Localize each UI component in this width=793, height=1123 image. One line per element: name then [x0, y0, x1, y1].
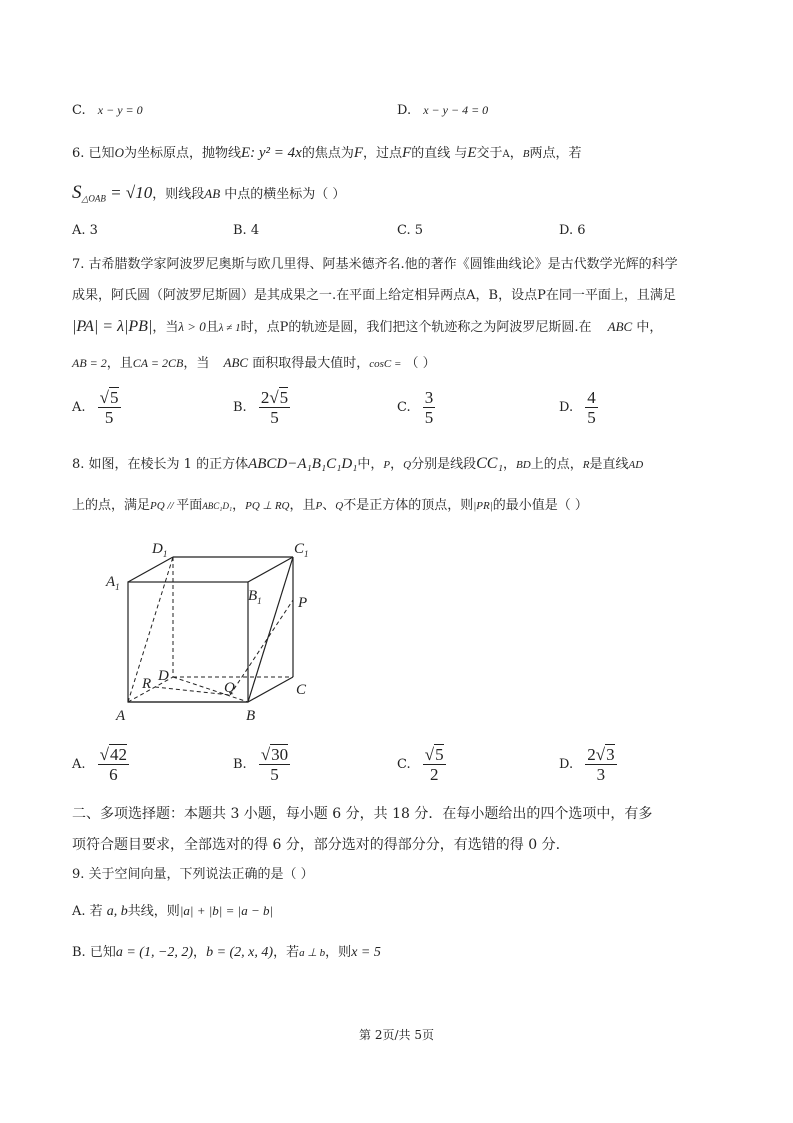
- q7-text: 时，点P的轨迹是圆，我们把这个轨迹称之为阿波罗尼斯圆.在: [240, 320, 592, 335]
- cube-diagram: [100, 540, 330, 730]
- section2-heading-line1: 二、多项选择题：本题共 3 小题，每小题 6 分，共 18 分．在每小题给出的四个选项中，有多: [72, 806, 653, 822]
- q6-math-f: F: [353, 145, 364, 161]
- q9-option-a-expr: |a| + |b| = |a − b|: [179, 903, 274, 918]
- q6-text: 两点，若: [529, 146, 582, 161]
- q8-option-a: [72, 745, 129, 784]
- q8-plane: ABC₁D₁: [202, 501, 233, 511]
- q7-option-d-fraction: [585, 388, 598, 427]
- q8-line-ad: AD: [628, 459, 644, 471]
- q6-text: ，过点: [363, 146, 403, 161]
- q6-option-b: B. 4: [233, 223, 260, 238]
- q8-math-q: Q: [403, 459, 412, 471]
- q8-option-c-den: 2: [429, 765, 439, 784]
- q5-option-d-expr: x − y − 4 = 0: [423, 103, 489, 117]
- q8-option-b-den: 5: [270, 765, 279, 784]
- q6-math-b: B: [522, 148, 530, 160]
- q8-parallel: PQ //: [150, 500, 177, 512]
- label-sub: 1: [304, 549, 309, 559]
- q7-option-d-den: 5: [587, 408, 596, 427]
- q7-ca-eq: CA = 2CB: [132, 356, 184, 370]
- q7-option-a: [72, 388, 121, 427]
- q7-text: ，且: [106, 356, 133, 371]
- q7-line3: [72, 318, 662, 337]
- q6-math-a: A: [502, 149, 510, 160]
- q9-text: ，若: [273, 945, 300, 960]
- q7-option-c-den: 5: [424, 408, 434, 427]
- q8-option-d: [559, 745, 617, 784]
- q8-pr-abs: |PR|: [473, 500, 493, 512]
- q8-option-d-coef: 2: [587, 745, 596, 764]
- q8-text: ，: [390, 457, 404, 472]
- q6-math-e: E: [467, 145, 477, 161]
- q8-option-b-label: B.: [233, 757, 247, 772]
- q7-option-c-num: 3: [424, 388, 434, 407]
- q7-option-b-coef: 2: [260, 388, 270, 407]
- q7-option-b-num: 5: [279, 388, 289, 407]
- q6-option-d: D. 6: [559, 223, 586, 238]
- q7-option-b-fraction: $\frac{2√5}{5}$: [260, 388, 289, 427]
- q5-option-d-label: D.: [397, 103, 412, 118]
- q7-triangle: ABC: [607, 319, 633, 334]
- q6-text: ，则线段: [152, 187, 205, 202]
- q9-stem: 9. 关于空间向量，下列说法正确的是（ ）: [72, 867, 314, 882]
- q5-option-d: [397, 101, 488, 120]
- q7-option-b-label: B.: [233, 400, 247, 415]
- q8-perp: PQ ⊥ RQ: [245, 500, 290, 512]
- q8-text: 的最小值是（ ）: [492, 498, 588, 513]
- q7-option-a-num: 5: [110, 388, 119, 407]
- q6-text: 已知: [88, 146, 115, 161]
- q7-text: ，当: [183, 356, 210, 371]
- q8-text: 中，: [357, 457, 384, 472]
- q9-text: ，: [193, 945, 207, 960]
- q8-option-d-num: 3: [606, 745, 615, 764]
- q9-option-b-label: B. 已知: [72, 945, 116, 960]
- q7-lambda-pos: λ > 0: [178, 319, 206, 334]
- q8-option-d-fraction: $\frac{2√3}{3}$: [587, 745, 615, 784]
- label-c: C: [296, 682, 307, 698]
- q6-text: ，: [509, 146, 523, 161]
- q6-text: 为坐标原点，抛物线: [123, 146, 241, 161]
- q9-option-a-label: A. 若: [72, 904, 103, 919]
- q8-text: ，: [232, 498, 246, 513]
- q7-text: 中，: [636, 320, 663, 335]
- q7-option-d-label: D.: [559, 400, 574, 415]
- q7-text: 且: [205, 320, 219, 335]
- q6-area-sub: △OAB: [81, 193, 106, 204]
- q7-triangle: ABC: [223, 355, 249, 370]
- label-r: R: [142, 676, 152, 692]
- q5-option-c: [72, 101, 143, 120]
- label-a1: A: [106, 574, 116, 590]
- q8-option-d-label: D.: [559, 757, 574, 772]
- q8-cube-name: ABCD−A₁B₁C₁D₁: [248, 456, 358, 472]
- q8-option-a-fraction: $\frac{√42}{6}$: [99, 745, 128, 784]
- q8-option-c: [397, 745, 446, 784]
- q8-text: 上的点，满足: [72, 498, 151, 513]
- label-sub: 1: [162, 549, 168, 559]
- label-sub: 1: [257, 596, 262, 606]
- q7-line1: 7. 古希腊数学家阿波罗尼奥斯与欧几里得、阿基米德齐名.他的著作《圆锥曲线论》是古代数学光辉的科学: [72, 257, 678, 272]
- label-b: B: [246, 708, 256, 724]
- q9-option-b-vec-a: a = (1, −2, 2): [115, 945, 194, 960]
- q7-option-a-den: 5: [104, 408, 114, 427]
- q5-option-c-label: C.: [72, 103, 86, 118]
- q7-text: 面积取得最大值时，: [252, 356, 370, 371]
- svg-text:A1: [105, 574, 120, 592]
- q7-cosc: cosC =: [369, 358, 402, 370]
- q8-option-c-fraction: $\frac{√5}{2}$: [424, 745, 444, 784]
- q8-option-c-num: 5: [435, 745, 444, 764]
- q8-math-p: P: [383, 459, 391, 471]
- q6-text: 的焦点为: [301, 146, 354, 161]
- q9-option-b-perp: a ⊥ b: [299, 947, 326, 959]
- page-footer: 第 2页/共 5页: [359, 1028, 434, 1042]
- q7-option-b: [233, 388, 290, 427]
- q9-option-b-result: x = 5: [351, 945, 381, 960]
- label-b1: B: [248, 588, 258, 604]
- q7-option-d: [559, 388, 598, 427]
- q6-option-c: C. 5: [397, 223, 424, 238]
- line-rq-hidden: [155, 687, 230, 695]
- q7-lambda-ne1: λ ≠ 1: [218, 322, 241, 334]
- q8-math-q: Q: [335, 500, 344, 512]
- q9-text: 共线，则: [127, 904, 180, 919]
- q6-number: 6.: [72, 146, 85, 161]
- label-c1: C: [294, 541, 305, 557]
- q8-text: 不是正方体的顶点，则: [343, 498, 474, 513]
- label-a: A: [116, 708, 126, 724]
- q6-line2: [72, 184, 345, 208]
- q6-area-s: S: [72, 182, 82, 203]
- q8-text: 上的点，: [530, 457, 583, 472]
- q7-text: （ ）: [405, 356, 436, 371]
- label-q: Q: [224, 680, 235, 696]
- q8-option-b: [233, 745, 290, 784]
- section2-heading-line2: 项符合题目要求，全部选对的得 6 分，部分选对的得部分分，有选错的得 0 分.: [72, 837, 561, 853]
- q8-math-r: R: [582, 459, 590, 471]
- q8-line1: [72, 455, 643, 474]
- q8-text: 是直线: [589, 457, 629, 472]
- q7-option-c-label: C.: [397, 400, 411, 415]
- q7-line2: 成果，阿氏圆（阿波罗尼斯圆）是其成果之一.在平面上给定相异两点A，B，设点P在同一平面上，且满足: [72, 288, 676, 303]
- q7-ratio: |PA| = λ|PB|: [72, 318, 153, 335]
- label-sub: 1: [115, 582, 120, 592]
- q9-option-a-vectors: a, b: [106, 904, 128, 919]
- q6-text: 中点的横坐标为（ ）: [224, 187, 346, 202]
- q8-text: 平面: [176, 498, 203, 513]
- q7-option-a-fraction: $\frac{√5}{5}$: [99, 388, 119, 427]
- q9-option-a: [72, 902, 273, 921]
- q7-option-b-den: 5: [270, 408, 279, 427]
- q6-line1: [72, 144, 582, 164]
- q9-option-b-vec-b: b = (2, x, 4): [206, 945, 274, 960]
- q6-math-f: F: [402, 145, 412, 161]
- q6-parabola: : y² = 4x: [250, 145, 302, 161]
- svg-text:B1: [248, 588, 262, 606]
- q9-option-b: [72, 944, 381, 962]
- q6-text: 交于: [476, 146, 503, 161]
- q6-area-eq: = √10: [105, 183, 153, 202]
- q8-option-a-den: 6: [109, 765, 118, 784]
- q8-segment-bd: BD: [516, 459, 531, 471]
- q9-text: ，则: [325, 945, 352, 960]
- q6-text: 的直线 与: [411, 146, 468, 161]
- q7-option-d-num: 4: [587, 388, 596, 407]
- q6-option-a: A. 3: [72, 223, 98, 238]
- q8-option-a-label: A.: [72, 757, 86, 772]
- q8-option-d-den: 3: [596, 765, 606, 784]
- q8-text: ，且: [289, 498, 316, 513]
- line-pq-hidden: [230, 600, 293, 695]
- q6-math-e: E: [240, 145, 251, 161]
- q8-option-a-num: 42: [110, 745, 128, 764]
- q8-segment-cc1: CC₁: [476, 455, 504, 472]
- q7-ab-eq: AB = 2: [72, 356, 107, 370]
- q8-option-c-label: C.: [397, 757, 411, 772]
- q6-math-o: O: [114, 145, 124, 160]
- label-d1: D: [152, 541, 163, 557]
- q6-math-ab: AB: [204, 186, 221, 201]
- q5-option-c-expr: x − y = 0: [97, 103, 143, 117]
- q8-text: ，: [503, 457, 517, 472]
- q7-option-c: [397, 388, 435, 427]
- q7-line4: [72, 354, 436, 373]
- label-p: P: [298, 595, 308, 611]
- q8-text: 8. 如图，在棱长为 1 的正方体: [72, 457, 249, 472]
- q8-math-p: P: [315, 500, 323, 512]
- q7-option-a-label: A.: [72, 400, 86, 415]
- svg-text:C1: [294, 541, 309, 559]
- q8-text: 、: [322, 498, 336, 513]
- q7-option-c-fraction: [423, 388, 436, 427]
- q8-line2: [72, 497, 588, 515]
- q8-option-b-fraction: $\frac{√30}{5}$: [260, 745, 289, 784]
- q8-option-b-num: 30: [271, 745, 289, 764]
- line-bd-hidden: [173, 677, 248, 702]
- svg-text:D1: [151, 541, 167, 559]
- q8-text: 分别是线段: [411, 457, 477, 472]
- label-d: D: [158, 668, 169, 684]
- q7-text: ，当: [152, 320, 179, 335]
